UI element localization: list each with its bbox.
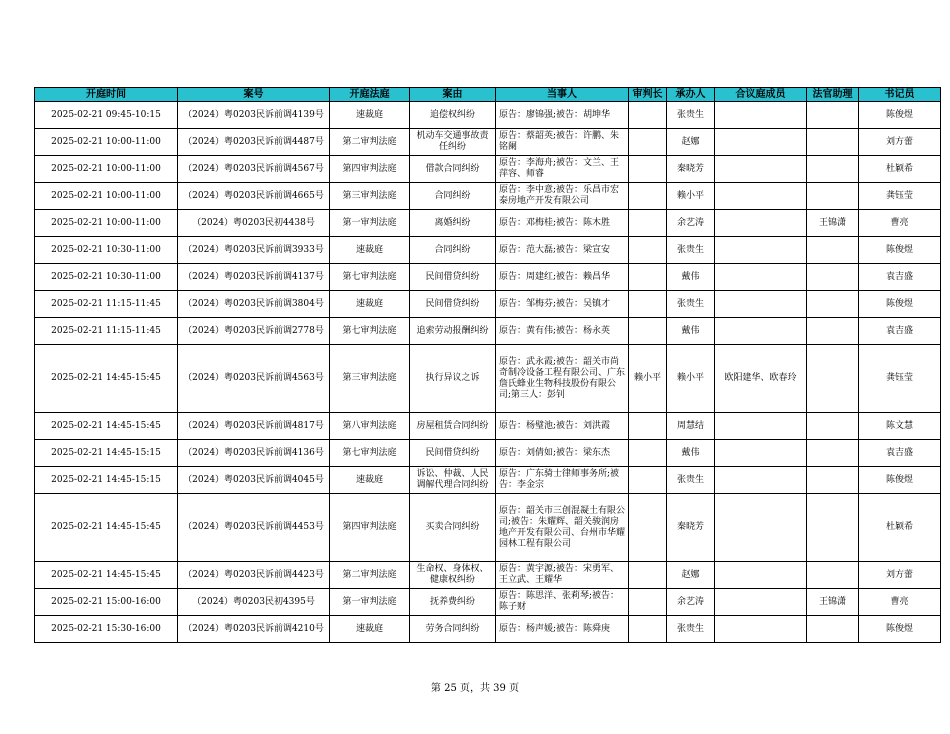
cell-parties: 原告：廖锦强;被告：胡坤华 [496,102,629,129]
table-row [35,562,941,589]
cell-hearing-time: 2025-02-21 10:00-11:00 [35,129,178,156]
cell-courtroom: 速裁庭 [330,616,410,643]
cell-case-number: （2024）粤0203民诉前调4563号 [178,345,330,413]
cell-handling-judge: 秦晓芳 [667,156,715,183]
cell-courtroom: 第一审判法庭 [330,589,410,616]
cell-presiding-judge [629,589,667,616]
cell-panel-members [715,318,807,345]
table-row [35,345,941,413]
cell-presiding-judge [629,291,667,318]
cell-presiding-judge [629,440,667,467]
cell-parties: 原告：邹梅芬;被告：吴镇才 [496,291,629,318]
cell-judge-assistant [807,413,859,440]
cell-cause: 追偿权纠纷 [410,102,496,129]
cell-courtroom: 速裁庭 [330,237,410,264]
table-row [35,156,941,183]
cell-judge-assistant [807,318,859,345]
cell-presiding-judge [629,413,667,440]
header-presiding-judge: 审判长 [629,88,667,102]
cell-handling-judge: 余艺涛 [667,589,715,616]
cell-hearing-time: 2025-02-21 14:45-15:45 [35,562,178,589]
cell-courtroom: 第七审判法庭 [330,264,410,291]
cell-presiding-judge [629,237,667,264]
header-parties: 当事人 [496,88,629,102]
cell-presiding-judge [629,183,667,210]
cell-courtroom: 第四审判法庭 [330,494,410,562]
cell-judge-assistant [807,237,859,264]
cell-parties: 原告：黄有伟;被告：杨永英 [496,318,629,345]
cell-clerk: 龚钰莹 [859,183,941,210]
cell-clerk: 龚钰莹 [859,345,941,413]
cell-judge-assistant [807,156,859,183]
cell-cause: 离婚纠纷 [410,210,496,237]
cell-courtroom: 第三审判法庭 [330,183,410,210]
cell-hearing-time: 2025-02-21 14:45-15:45 [35,345,178,413]
cell-cause: 民间借贷纠纷 [410,264,496,291]
cell-case-number: （2024）粤0203民诉前调4817号 [178,413,330,440]
cell-hearing-time: 2025-02-21 11:15-11:45 [35,318,178,345]
cell-cause: 借款合同纠纷 [410,156,496,183]
cell-cause: 追索劳动报酬纠纷 [410,318,496,345]
cell-handling-judge: 赵娜 [667,562,715,589]
cell-parties: 原告：蔡韶英;被告：许鹏、朱铭阑 [496,129,629,156]
table-row [35,264,941,291]
cell-handling-judge: 赵娜 [667,129,715,156]
cell-judge-assistant [807,345,859,413]
header-courtroom: 开庭法庭 [330,88,410,102]
cell-hearing-time: 2025-02-21 10:00-11:00 [35,210,178,237]
cell-panel-members: 欧阳建华、欧春玲 [715,345,807,413]
cell-handling-judge: 张贵生 [667,102,715,129]
table-row [35,494,941,562]
cell-parties: 原告：周建红;被告：赖昌华 [496,264,629,291]
cell-hearing-time: 2025-02-21 10:00-11:00 [35,183,178,210]
cell-handling-judge: 戴伟 [667,318,715,345]
header-panel-members: 合议庭成员 [715,88,807,102]
cell-cause: 合同纠纷 [410,183,496,210]
cell-hearing-time: 2025-02-21 14:45-15:45 [35,494,178,562]
cell-judge-assistant [807,440,859,467]
table-row [35,413,941,440]
cell-cause: 抚养费纠纷 [410,589,496,616]
cell-hearing-time: 2025-02-21 14:45-15:15 [35,467,178,494]
table-row [35,467,941,494]
page-footer: 第 25 页，共 39 页 [430,683,520,694]
cell-parties: 原告：杨璧池;被告：刘洪霞 [496,413,629,440]
cell-courtroom: 速裁庭 [330,102,410,129]
cell-parties: 原告：范大磊;被告：梁宣安 [496,237,629,264]
cell-case-number: （2024）粤0203民诉前调4137号 [178,264,330,291]
cell-judge-assistant [807,264,859,291]
cell-hearing-time: 2025-02-21 11:15-11:45 [35,291,178,318]
cell-presiding-judge [629,102,667,129]
cell-panel-members [715,210,807,237]
cell-case-number: （2024）粤0203民诉前调4139号 [178,102,330,129]
cell-panel-members [715,183,807,210]
cell-presiding-judge [629,494,667,562]
cell-handling-judge: 张贵生 [667,291,715,318]
cell-case-number: （2024）粤0203民初4438号 [178,210,330,237]
cell-panel-members [715,562,807,589]
header-case-number: 案号 [178,88,330,102]
cell-clerk: 袁吉盛 [859,318,941,345]
cell-handling-judge: 赖小平 [667,345,715,413]
cell-hearing-time: 2025-02-21 14:45-15:45 [35,413,178,440]
cell-courtroom: 速裁庭 [330,467,410,494]
cell-panel-members [715,291,807,318]
cell-clerk: 陈俊煜 [859,102,941,129]
cell-cause: 民间借贷纠纷 [410,291,496,318]
cell-hearing-time: 2025-02-21 10:30-11:00 [35,237,178,264]
cell-judge-assistant [807,291,859,318]
table-row [35,210,941,237]
cell-case-number: （2024）粤0203民诉前调4136号 [178,440,330,467]
cell-clerk: 陈俊煜 [859,237,941,264]
cell-parties: 原告：韶关市三创混凝土有限公司;被告：朱耀辉、韶关骏润房地产开发有限公司、台州市华耀园林工程有限公司 [496,494,629,562]
cell-clerk: 杜颖希 [859,494,941,562]
cell-courtroom: 第四审判法庭 [330,156,410,183]
cell-clerk: 杜颖希 [859,156,941,183]
cell-clerk: 陈文慧 [859,413,941,440]
cell-clerk: 陈俊煜 [859,616,941,643]
cell-judge-assistant [807,467,859,494]
cell-case-number: （2024）粤0203民诉前调3804号 [178,291,330,318]
table-row [35,616,941,643]
cell-parties: 原告：陈思洋、张莉琴;被告：陈子财 [496,589,629,616]
cell-clerk: 刘方蕾 [859,129,941,156]
cell-parties: 原告：李中意;被告：乐昌市宏泰房地产开发有限公司 [496,183,629,210]
cell-case-number: （2024）粤0203民诉前调3933号 [178,237,330,264]
cell-courtroom: 第三审判法庭 [330,345,410,413]
hearing-schedule-table [34,87,941,643]
cell-presiding-judge [629,318,667,345]
cell-panel-members [715,616,807,643]
cell-presiding-judge [629,210,667,237]
cell-judge-assistant [807,562,859,589]
cell-clerk: 袁吉盛 [859,440,941,467]
cell-panel-members [715,440,807,467]
cell-handling-judge: 张贵生 [667,237,715,264]
cell-courtroom: 第八审判法庭 [330,413,410,440]
cell-cause: 执行异议之诉 [410,345,496,413]
cell-handling-judge: 秦晓芳 [667,494,715,562]
cell-panel-members [715,237,807,264]
cell-hearing-time: 2025-02-21 15:30-16:00 [35,616,178,643]
cell-courtroom: 速裁庭 [330,291,410,318]
cell-hearing-time: 2025-02-21 10:00-11:00 [35,156,178,183]
header-cause: 案由 [410,88,496,102]
cell-judge-assistant: 王锦潇 [807,210,859,237]
cell-judge-assistant [807,129,859,156]
cell-parties: 原告：黄宇源;被告：宋勇军、王立武、王耀华 [496,562,629,589]
cell-hearing-time: 2025-02-21 15:00-16:00 [35,589,178,616]
cell-panel-members [715,494,807,562]
cell-presiding-judge [629,562,667,589]
cell-cause: 诉讼、仲裁、人民调解代理合同纠纷 [410,467,496,494]
table-row [35,237,941,264]
cell-cause: 劳务合同纠纷 [410,616,496,643]
header-clerk: 书记员 [859,88,941,102]
cell-case-number: （2024）粤0203民诉前调4453号 [178,494,330,562]
cell-hearing-time: 2025-02-21 10:30-11:00 [35,264,178,291]
cell-parties: 原告：邓梅桂;被告：陈木胜 [496,210,629,237]
cell-presiding-judge [629,616,667,643]
cell-parties: 原告：杨声媛;被告：陈舜庚 [496,616,629,643]
cell-cause: 机动车交通事故责任纠纷 [410,129,496,156]
cell-cause: 合同纠纷 [410,237,496,264]
table-header-row [35,88,941,102]
cell-presiding-judge [629,467,667,494]
header-judge-assistant: 法官助理 [807,88,859,102]
cell-parties: 原告：李海舟;被告：文兰、王萍容、师睿 [496,156,629,183]
cell-courtroom: 第七审判法庭 [330,440,410,467]
cell-case-number: （2024）粤0203民诉前调4210号 [178,616,330,643]
cell-panel-members [715,413,807,440]
cell-panel-members [715,156,807,183]
table-row [35,183,941,210]
cell-clerk: 曹亮 [859,589,941,616]
cell-case-number: （2024）粤0203民诉前调4487号 [178,129,330,156]
cell-case-number: （2024）粤0203民诉前调4665号 [178,183,330,210]
cell-presiding-judge [629,156,667,183]
cell-judge-assistant: 王锦潇 [807,589,859,616]
cell-handling-judge: 张贵生 [667,616,715,643]
cell-clerk: 曹亮 [859,210,941,237]
cell-panel-members [715,467,807,494]
cell-parties: 原告：武永霞;被告：韶关市尚奇制冷设备工程有限公司、广东詹氏蜂业生物科技股份有限公司;第三人：彭钊 [496,345,629,413]
cell-case-number: （2024）粤0203民诉前调4423号 [178,562,330,589]
cell-handling-judge: 戴伟 [667,440,715,467]
cell-clerk: 陈俊煜 [859,291,941,318]
cell-courtroom: 第二审判法庭 [330,562,410,589]
cell-case-number: （2024）粤0203民诉前调4045号 [178,467,330,494]
cell-clerk: 袁吉盛 [859,264,941,291]
cell-parties: 原告：刘倩如;被告：梁东杰 [496,440,629,467]
cell-parties: 原告：广东骑士律师事务所;被告：李金宗 [496,467,629,494]
cell-handling-judge: 戴伟 [667,264,715,291]
cell-judge-assistant [807,183,859,210]
cell-hearing-time: 2025-02-21 09:45-10:15 [35,102,178,129]
cell-presiding-judge: 赖小平 [629,345,667,413]
cell-case-number: （2024）粤0203民初4395号 [178,589,330,616]
table-row [35,102,941,129]
cell-clerk: 陈俊煜 [859,467,941,494]
cell-cause: 民间借贷纠纷 [410,440,496,467]
table-row [35,589,941,616]
cell-clerk: 刘方蕾 [859,562,941,589]
table-row [35,440,941,467]
cell-presiding-judge [629,264,667,291]
cell-case-number: （2024）粤0203民诉前调4567号 [178,156,330,183]
table-row [35,129,941,156]
cell-judge-assistant [807,494,859,562]
cell-cause: 生命权、身体权、健康权纠纷 [410,562,496,589]
cell-handling-judge: 余艺涛 [667,210,715,237]
cell-panel-members [715,102,807,129]
header-hearing-time: 开庭时间 [35,88,178,102]
cell-judge-assistant [807,616,859,643]
cell-courtroom: 第二审判法庭 [330,129,410,156]
cell-panel-members [715,129,807,156]
cell-hearing-time: 2025-02-21 14:45-15:15 [35,440,178,467]
cell-cause: 房屋租赁合同纠纷 [410,413,496,440]
cell-panel-members [715,264,807,291]
cell-judge-assistant [807,102,859,129]
cell-cause: 买卖合同纠纷 [410,494,496,562]
cell-presiding-judge [629,129,667,156]
cell-handling-judge: 张贵生 [667,467,715,494]
cell-courtroom: 第一审判法庭 [330,210,410,237]
cell-handling-judge: 周慧结 [667,413,715,440]
table-row [35,318,941,345]
cell-courtroom: 第七审判法庭 [330,318,410,345]
header-handling-judge: 承办人 [667,88,715,102]
cell-handling-judge: 赖小平 [667,183,715,210]
table-row [35,291,941,318]
cell-case-number: （2024）粤0203民诉前调2778号 [178,318,330,345]
cell-panel-members [715,589,807,616]
